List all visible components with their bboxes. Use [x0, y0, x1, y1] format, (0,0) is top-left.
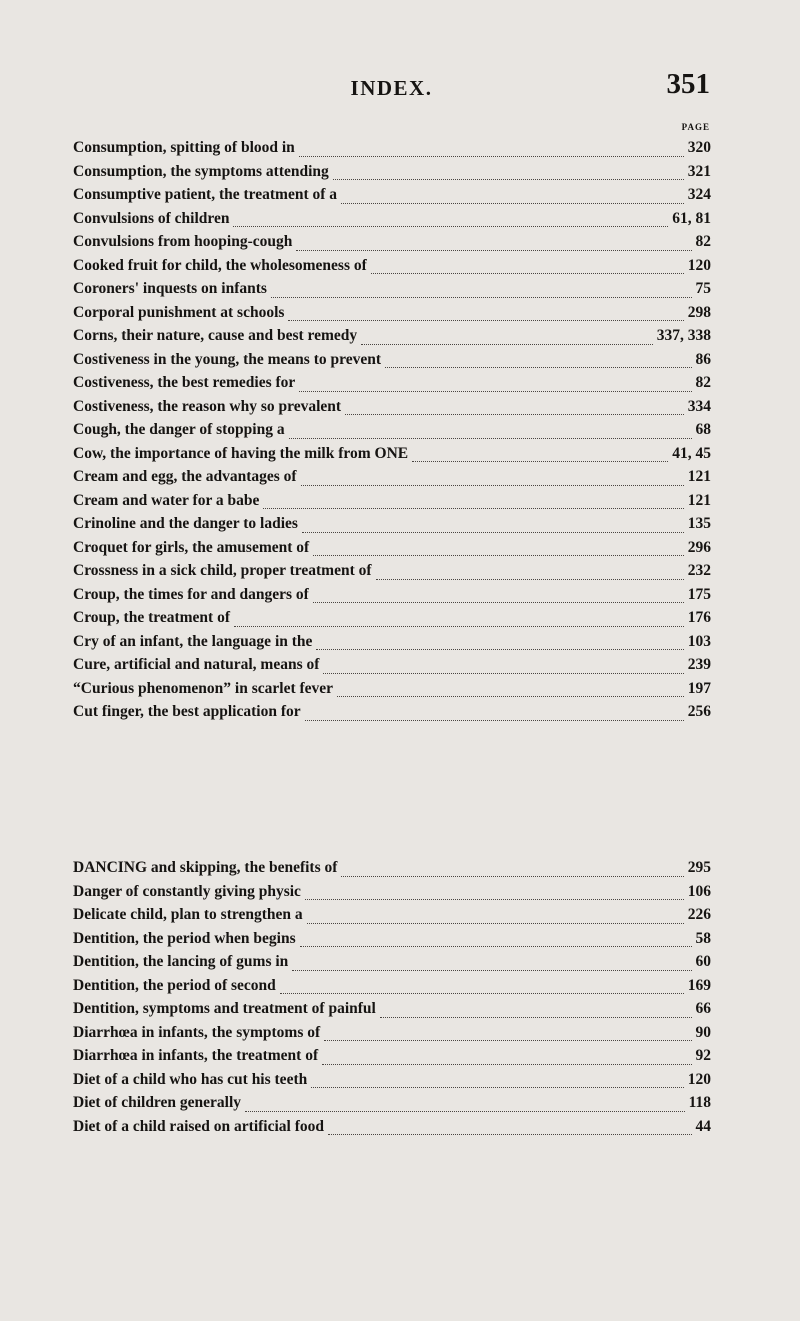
- index-entry-text: Diet of a child raised on artificial food: [73, 1117, 324, 1135]
- dot-leader: [299, 145, 684, 157]
- index-entry-page: 86: [695, 350, 711, 368]
- dot-leader: [280, 982, 684, 994]
- index-entry: [73, 677, 711, 701]
- index-entry: [73, 1044, 711, 1068]
- index-entry: [73, 630, 711, 654]
- dot-leader: [263, 497, 683, 509]
- index-entry-page: 296: [687, 538, 711, 556]
- index-entry-page: 75: [695, 280, 711, 297]
- dot-leader: [292, 959, 691, 971]
- index-entry: [73, 207, 711, 231]
- index-entry-page: 60: [695, 953, 711, 970]
- index-entry-text: Delicate child, plan to strengthen a: [73, 906, 303, 923]
- index-entry-text: Crossness in a sick child, proper treatment of: [73, 562, 372, 579]
- index-entry-text: Coroners' inquests on infants: [73, 280, 267, 297]
- index-entry: [73, 1091, 711, 1115]
- index-entry: [73, 903, 711, 927]
- index-entry-page: 197: [687, 679, 711, 697]
- dot-leader: [289, 427, 692, 439]
- page-title: INDEX.: [350, 76, 433, 100]
- index-section-d: [73, 856, 711, 1138]
- index-entry-text: Corporal punishment at schools: [73, 303, 285, 321]
- dot-leader: [271, 286, 692, 298]
- dot-leader: [333, 168, 684, 180]
- index-entry: [73, 489, 711, 513]
- index-entry-page: 256: [687, 703, 711, 720]
- index-entry-page: 135: [687, 515, 711, 532]
- index-entry-page: 320: [687, 139, 711, 156]
- dot-leader: [324, 1029, 691, 1041]
- dot-leader: [288, 309, 683, 321]
- index-entry-page: 298: [687, 303, 711, 321]
- index-entry-text: Danger of constantly giving physic: [73, 882, 301, 900]
- index-entry-text: Cry of an infant, the language in the: [73, 632, 313, 650]
- index-entry: [73, 536, 711, 560]
- index-entry-page: 118: [688, 1094, 711, 1111]
- index-entry: [73, 277, 711, 301]
- index-entry: [73, 348, 711, 372]
- dot-leader: [296, 239, 691, 251]
- index-entry: [73, 950, 711, 974]
- dot-leader: [233, 215, 668, 227]
- dot-leader: [380, 1006, 692, 1018]
- index-entry-text: Cow, the importance of having the milk from ONE: [73, 444, 409, 462]
- dot-leader: [307, 912, 684, 924]
- dot-leader: [345, 403, 684, 415]
- dot-leader: [385, 356, 692, 368]
- dot-leader: [337, 685, 684, 697]
- index-entry: [73, 559, 711, 583]
- index-entry-page: 92: [695, 1047, 711, 1064]
- index-entry-text: Diarrhœa in infants, the symptoms of: [73, 1023, 321, 1041]
- index-entry: [73, 160, 711, 184]
- index-entry-text: Consumption, the symptoms attending: [73, 162, 329, 180]
- index-entry-text: Diet of children generally: [73, 1094, 242, 1111]
- index-entry: [73, 974, 711, 998]
- running-head: [73, 68, 710, 102]
- index-entry: [73, 606, 711, 630]
- index-entry-page: 232: [687, 562, 711, 579]
- index-entry-page: 66: [695, 1000, 711, 1017]
- index-entry-text: Diet of a child who has cut his teeth: [73, 1070, 308, 1088]
- index-entry: [73, 442, 711, 466]
- index-entry: [73, 136, 711, 160]
- index-entry: [73, 418, 711, 442]
- dot-leader: [328, 1123, 692, 1135]
- dot-leader: [341, 192, 684, 204]
- index-entry-page: 321: [687, 162, 711, 180]
- index-entry: [73, 700, 711, 724]
- index-entry: [73, 997, 711, 1021]
- dot-leader: [234, 615, 684, 627]
- index-entry-text: Croup, the treatment of: [73, 609, 230, 626]
- dot-leader: [299, 380, 691, 392]
- dot-leader: [376, 568, 684, 580]
- index-entry-page: 121: [687, 491, 711, 509]
- dot-leader: [322, 1053, 691, 1065]
- index-entry: [73, 1068, 711, 1092]
- index-entry: [73, 230, 711, 254]
- index-entry-page: 121: [687, 468, 711, 485]
- index-entry-text: Diarrhœa in infants, the treatment of: [73, 1047, 319, 1064]
- index-entry-text: Croquet for girls, the amusement of: [73, 538, 310, 556]
- dot-leader: [311, 1076, 684, 1088]
- index-entry-page: 106: [687, 882, 711, 900]
- index-entry-page: 61, 81: [672, 209, 711, 227]
- index-entry-page: 120: [687, 256, 711, 274]
- index-entry-page: 120: [687, 1070, 711, 1088]
- index-entry-page: 324: [687, 186, 711, 203]
- index-entry-text: Costiveness, the best remedies for: [73, 374, 296, 391]
- dot-leader: [361, 333, 653, 345]
- index-entry-page: 41, 45: [672, 444, 711, 462]
- dot-leader: [371, 262, 684, 274]
- index-entry-text: DANCING and skipping, the benefits of: [73, 859, 338, 876]
- index-entry-page: 82: [695, 233, 711, 250]
- index-entry-page: 82: [695, 374, 711, 391]
- index-entry-page: 334: [687, 397, 711, 415]
- index-entry-text: Consumption, spitting of blood in: [73, 139, 295, 156]
- index-entry-text: Dentition, the period when begins: [73, 929, 296, 947]
- index-entry-text: Costiveness in the young, the means to prevent: [73, 350, 381, 368]
- index-entry-text: Costiveness, the reason why so prevalent: [73, 397, 342, 415]
- index-entry-page: 175: [687, 585, 711, 603]
- index-entry-text: Consumptive patient, the treatment of a: [73, 186, 338, 203]
- index-entry: [73, 653, 711, 677]
- index-entry-text: Convulsions of children: [73, 209, 230, 227]
- index-entry-text: Crinoline and the danger to ladies: [73, 515, 298, 532]
- dot-leader: [302, 521, 684, 533]
- dot-leader: [412, 450, 668, 462]
- index-section-c: [73, 136, 711, 724]
- index-entry: [73, 927, 711, 951]
- dot-leader: [313, 544, 684, 556]
- index-entry: [73, 856, 711, 880]
- index-entry-text: Cream and water for a babe: [73, 491, 260, 509]
- index-entry-page: 337, 338: [656, 327, 711, 344]
- page-column-label: PAGE: [681, 122, 710, 132]
- index-entry: [73, 324, 711, 348]
- dot-leader: [323, 662, 683, 674]
- page-number: 351: [666, 68, 710, 100]
- index-entry-text: Cut finger, the best application for: [73, 703, 301, 720]
- index-entry: [73, 254, 711, 278]
- dot-leader: [341, 865, 683, 877]
- index-entry-text: Cooked fruit for child, the wholesomeness of: [73, 256, 367, 274]
- dot-leader: [301, 474, 684, 486]
- index-entry-text: Dentition, the lancing of gums in: [73, 953, 289, 970]
- index-entry-text: Dentition, symptoms and treatment of painful: [73, 1000, 376, 1017]
- index-entry-page: 44: [695, 1117, 711, 1135]
- index-entry: [73, 301, 711, 325]
- dot-leader: [300, 935, 692, 947]
- index-entry-page: 226: [687, 906, 711, 923]
- index-entry-page: 58: [695, 929, 711, 947]
- index-entry-text: Corns, their nature, cause and best remedy: [73, 327, 358, 344]
- dot-leader: [305, 709, 684, 721]
- index-entry-text: Cream and egg, the advantages of: [73, 468, 297, 485]
- index-entry-text: “Curious phenomenon” in scarlet fever: [73, 679, 334, 697]
- index-entry-page: 90: [695, 1023, 711, 1041]
- dot-leader: [313, 591, 684, 603]
- index-entry-text: Cure, artificial and natural, means of: [73, 656, 320, 673]
- index-entry: [73, 183, 711, 207]
- index-entry-text: Croup, the times for and dangers of: [73, 585, 309, 603]
- index-entry: [73, 512, 711, 536]
- index-entry: [73, 465, 711, 489]
- index-entry: [73, 371, 711, 395]
- index-entry-text: Convulsions from hooping-cough: [73, 233, 293, 250]
- index-entry-page: 176: [687, 609, 711, 626]
- index-entry: [73, 395, 711, 419]
- index-entry-page: 295: [687, 859, 711, 876]
- index-entry-text: Cough, the danger of stopping a: [73, 421, 285, 438]
- index-entry-text: Dentition, the period of second: [73, 976, 276, 994]
- index-entry: [73, 1115, 711, 1139]
- dot-leader: [316, 638, 683, 650]
- index-entry-page: 169: [687, 976, 711, 994]
- index-entry: [73, 880, 711, 904]
- dot-leader: [245, 1100, 685, 1112]
- index-entry: [73, 1021, 711, 1045]
- index-entry: [73, 583, 711, 607]
- index-entry-page: 68: [695, 421, 711, 438]
- index-entry-page: 239: [687, 656, 711, 673]
- index-entry-page: 103: [687, 632, 711, 650]
- dot-leader: [305, 888, 684, 900]
